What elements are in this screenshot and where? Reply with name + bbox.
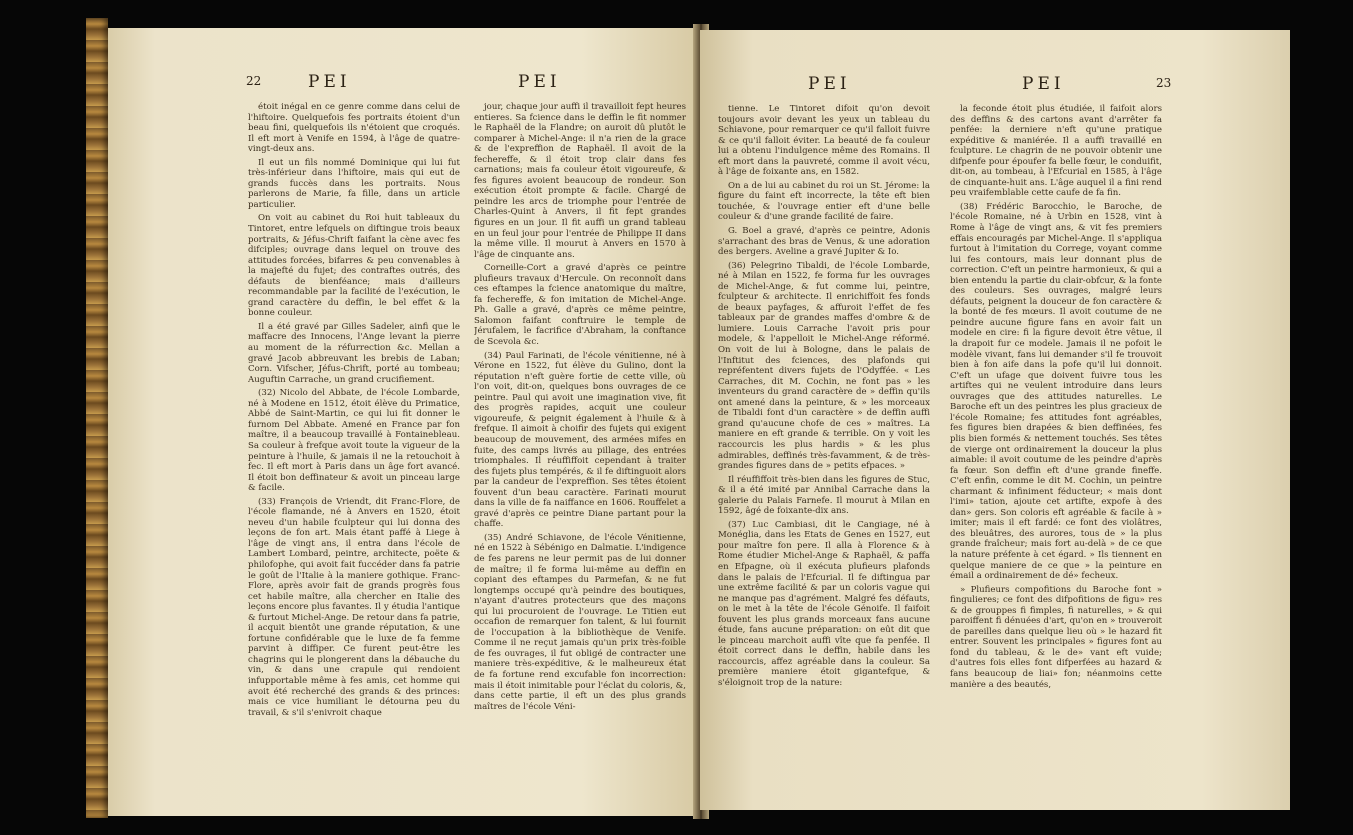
left-column-2 <box>474 102 686 792</box>
left-running-head-1: PEI <box>308 72 351 92</box>
right-page <box>700 30 1290 810</box>
left-running-head-2: PEI <box>518 72 561 92</box>
paragraph: (34) Paul Farinati, de l'école vénitienne, né à Vérone en 1522, fut élève du Gulino, dont la réputation n'eft guère fortie de cette ville, où l'on voit, dit-on, quelques bons ouvrages de ce peintre. Paul qui avoit une imagination vive, fit des progrès rapides, acquit une couleur vigoureufe, & peignit également à l'huile & à frefque. Il aimoit à choifir des fujets qui exigent beaucoup de mouvement, des armées mifes en fuite, des camps livrés au pillage, des entrées triomphales. Il réuffiffoit cependant à traiter des fujets plus tempérés, & il fe diftinguoit alors par la candeur de l'expreffion. Ses têtes étoient fouvent d'un beau caractère. Farinati mourut dans la ville de fa naiffance en 1606. Rouffelet a gravé d'après ce peintre Diane partant pour la chaffe. <box>474 350 686 530</box>
paragraph: (36) Pelegrino Tibaldi, de l'école Lombarde, né à Milan en 1522, fe forma fur les ouvrages de Michel-Ange, & fut comme lui, peintre, fculpteur & architecte. Il enrichiffoit fes fonds de beaux payfages, & affuroit l'effet de fes tableaux par de grandes maffes d'ombre & de lumiere. Louis Carrache l'avoit pris pour modele, & l'appelloit le Michel-Ange réformé. On voit de lui à Bologne, dans le palais de l'Inftitut des fciences, des plafonds qui repréfentent divers fujets de l'Odyffée. « Les Carraches, dit M. Cochin, ne font pas » les inventeurs du grand caractère de » deffin qu'ils ont amené dans la peinture, & » les morceaux de Tibaldi font d'un caractère » de deffin auffi grand qu'aucune chofe de ces » maîtres. La maniere en eft grande & terrible. On y voit les raccourcis les plus hardis » & les plus admirables, deffinés très-favamment, & de très-grandes figures dans de » petits efpaces. » <box>718 260 930 472</box>
marbled-page-edge <box>86 18 108 818</box>
right-column-2 <box>950 104 1162 794</box>
paragraph: Il a été gravé par Gilles Sadeler, ainfi que le maffacre des Innocens, l'Ange levant la pierre au moment de la réfurrection &c. Mellan a gravé Jacob abbreuvant les brebis de Laban; Corn. Vifscher, Jéfus-Chrift, porté au tombeau; Auguftin Carrache, un grand crucifiement. <box>248 321 460 385</box>
paragraph: (38) Frédéric Barocchio, le Baroche, de l'école Romaine, né à Urbin en 1528, vint à Rome à l'âge de vingt ans, & vit fes premiers effais encouragés par Michel-Ange. Il s'appliqua furtout à l'imitation du Correge, voyant comme lui fes contours, mais leur donnant plus de correction. C'eft un peintre harmonieux, & qui a bien entendu la partie du clair-obfcur, & la fonte des couleurs. Ses ouvrages, malgré leurs défauts, peignent la douceur de fon caractère & la bonté de fes mœurs. Il avoit coutume de ne peindre aucune figure fans en avoir fait un modele en cire: fi la figure devoit être vêtue, il la drapoit fur ce modele. Jamais il ne pofoit le modèle vivant, fans lui demander s'il fe trouvoit bien à fon aife dans la pofe qu'il lui donnoit. C'eft un ufage que doivent fuivre tous les artiftes qui ne veulent introduire dans leurs ouvrages que des attitudes naturelles. Le Baroche eft un des peintres les plus gracieux de l'école Romaine; fes attitudes font agréables, fes figures bien drapées & bien deffinées, fes plis bien formés & nettement touchés. Ses têtes de vierge ont ordinairement la douceur la plus aimable: il avoit coutume de les peindre d'après fa fœur. Son deffin eft d'une grande fineffe. C'eft enfin, comme le dit M. Cochin, un peintre charmant & infiniment féducteur; « mais dont l'imi» tation, ajoute cet artifte, expofe à des dan» gers. Son coloris eft agréable & facile à » imiter; mais il eft fardé: ce font des violâtres, des bleuâtres, des aurores, tous de » la plus grande fraîcheur; mais fort au-delà » de ce que la nature préfente à cet égard. » Ils tiennent en quelque maniere de ce que » la peinture en émail a ordinairement de dé» fecheux. <box>950 201 1162 582</box>
paragraph: » Plufieurs compofitions du Baroche font » fingulieres; ce font des difpofitions de figu» res & de grouppes fi fimples, fi naturelles, » & qui paroiffent fi dénuées d'art, qu'on en » trouveroit de pareilles dans quelque lieu où » le hazard fit entrer. Souvent les principales » figures font au fond du tableau, & le de» vant eft vuide; d'autres fois elles font difperfées au hazard & fans beaucoup de liai» fon; néanmoins cette manière a des beautés, <box>950 584 1162 690</box>
paragraph: (35) André Schiavone, de l'école Vénitienne, né en 1522 à Sébénigo en Dalmatie. L'indigence de fes parens ne leur permit pas de lui donner de maître; il fe forma lui-même au deffin en copiant des eftampes du Parmefan, & ne fut longtemps occupé qu'à peindre des boutiques, n'ayant d'autres protecteurs que des maçons qui lui procuroient de l'ouvrage. Le Titien eut occafion de remarquer fon talent, & lui fournit de l'occupation à la bibliothèque de Venife. Comme il ne reçut jamais qu'un prix très-foible de fes ouvrages, il fut obligé de contracter une maniere très-expéditive, & le malheureux état de fa fortune rend excufable fon incorrection: mais il étoit inimitable pour l'éclat du coloris, &, dans cette partie, il eft un des plus grands maîtres de l'école Véni- <box>474 532 686 712</box>
paragraph: On voit au cabinet du Roi huit tableaux du Tintoret, entre lefquels on diftingue trois beaux portraits, & Jéfus-Chrift faifant la cène avec fes difciples; ouvrage dans lequel on trouve des attitudes forcées, bifarres & peu convenables à la majefté du fujet; des contraftes outrés, des défauts de bienféance; mais d'ailleurs recommandable par la facilité de l'exécution, le grand caractère du deffin, le bel effet & la bonne couleur. <box>248 213 460 319</box>
right-running-head-2: PEI <box>1022 74 1065 94</box>
paragraph: G. Boel a gravé, d'après ce peintre, Adonis s'arrachant des bras de Venus, & une adoration des bergers. Aveline a gravé Jupiter & Io. <box>718 226 930 258</box>
paragraph: la feconde étoit plus étudiée, il faifoit alors des deffins & des cartons avant d'arrêter fa penfée: la derniere n'eft qu'une pratique expéditive & maniérée. Il a auffi travaillé en fculpture. Le chagrin de ne pouvoir obtenir une difpenfe pour époufer fa belle fœur, le conduifit, dit-on, au tombeau, à l'Efcurial en 1585, à l'âge de cinquante-huit ans. L'âge auquel il a fini rend peu vraifemblable cette caufe de fa fin. <box>950 104 1162 199</box>
paragraph: (37) Luc Cambiasi, dit le Cangiage, né à Monéglia, dans les Etats de Genes en 1527, eut pour maître fon pere. Il alla à Florence & à Rome étudier Michel-Ange & Raphaël, & paffa en Efpagne, où il exécuta plufieurs plafonds dans le palais de l'Efcurial. Il fe diftingua par une extrême facilité & par un coloris vague qui ne manque pas d'agrément. Malgré fes défauts, on le met à la tête de l'école Génoife. Il faifoit fouvent les plus grands morceaux fans aucune étude, fans aucune préparation: on eût dit que le pinceau marchoit auffi vîte que fa penfée. Il étoit correct dans le deffin, habile dans les raccourcis, affez agréable dans la couleur. Sa première maniere étoit gigantefque, & s'éloignoit trop de la nature: <box>718 519 930 688</box>
paragraph: (33) François de Vriendt, dit Franc-Flore, de l'école flamande, né à Anvers en 1520, étoit neveu d'un habile fculpteur qui lui donna des leçons de fon art. Mais étant paffé à Liege à l'âge de vingt ans, il entra dans l'école de Lambert Lombard, peintre, architecte, poëte & philofophe, qui avoit fait fuccéder dans fa patrie le goût de l'Italie à la maniere gothique. Franc-Flore, après avoir fait de grands progrès fous cet habile maître, alla chercher en Italie des leçons encore plus favantes. Il y étudia l'antique & furtout Michel-Ange. De retour dans fa patrie, il acquit bientôt une grande réputation, & une fortune confidérable que le luxe de fa femme parvint à diffiper. Ce furent peut-être les chagrins qui le plongerent dans la débauche du vin, & dans une crapule qui rendoient infupportable même à fes amis, cet homme qui avoit été recherché des grands & des princes: mais ce vice humiliant le détourna peu du travail, & s'il s'enivroit chaque <box>248 496 460 718</box>
right-page-number: 23 <box>1156 76 1172 90</box>
right-column-1 <box>718 104 930 794</box>
paragraph: Il eut un fils nommé Dominique qui lui fut très-inférieur dans l'hiftoire, mais qui eut de grands fuccès dans les portraits. Nous parlerons de Marie, fa fille, dans un article particulier. <box>248 157 460 210</box>
paragraph: jour, chaque jour auffi il travailloit fept heures entieres. Sa fcience dans le deffin le fit nommer le Raphaël de la Flandre; on auroit dû plutôt le comparer à Michel-Ange: il n'a rien de la grace & de l'expreffion de Raphaël. Il avoit de la fechereffe, & il étoit trop clair dans fes carnations; mais fa couleur étoit vigoureufe, & fes figures avoient beaucoup de rondeur. Son exécution étoit prompte & facile. Chargé de peindre les arcs de triomphe pour l'entrée de Charles-Quint à Anvers, il fit fept grandes figures en un jour. Il fit auffi un grand tableau en un feul jour pour l'entrée de Philippe II dans la même ville. Il mourut à Anvers en 1570 à l'âge de cinquante ans. <box>474 102 686 260</box>
paragraph: Il réuffiffoit très-bien dans les figures de Stuc, & il a été imité par Annibal Carrache dans la galerie du Palais Farnefe. Il mourut à Milan en 1592, âgé de foixante-dix ans. <box>718 474 930 517</box>
left-page <box>108 28 700 816</box>
paragraph: tienne. Le Tintoret difoit qu'on devoit toujours avoir devant les yeux un tableau du Schiavone, pour remarquer ce qu'il falloit fuivre & ce qu'il falloit éviter. La beauté de fa couleur lui a obtenu l'indulgence même des Romains. Il eft mort dans la pauvreté, comme il avoit vécu, à l'âge de foixante ans, en 1582. <box>718 104 930 178</box>
right-running-head-1: PEI <box>808 74 851 94</box>
paragraph: étoit inégal en ce genre comme dans celui de l'hiftoire. Quelquefois fes portraits étoient d'un beau fini, quelquefois ils n'étoient que croqués. Il eft mort à Venife en 1594, à l'âge de quatre-vingt-deux ans. <box>248 102 460 155</box>
left-page-number: 22 <box>246 74 262 88</box>
paragraph: On a de lui au cabinet du roi un St. Jérome: la figure du faint eft incorrecte, la tête eft bien touchée, & l'ouvrage entier eft d'une belle couleur & d'une grande facilité de faire. <box>718 180 930 223</box>
paragraph: (32) Nicolo del Abbate, de l'école Lombarde, né à Modene en 1512, étoit élève du Primatice, Abbé de Saint-Martin, ce qui lui fit donner le furnom Del Abbate. Amené en France par fon maître, il a beaucoup travaillé à Fontainebleau. Sa couleur à frefque avoit toute la vigueur de la peinture à l'huile, & jamais il ne la retouchoit à fec. Il eft mort à Paris dans un âge fort avancé. Il étoit bon deffinateur & avoit un pinceau large & facile. <box>248 388 460 494</box>
paragraph: Corneille-Cort a gravé d'après ce peintre plufieurs travaux d'Hercule. On reconnoît dans ces eftampes la fcience anatomique du maître, fa fechereffe, & fon imitation de Michel-Ange. Ph. Galle a gravé, d'après ce même peintre, Salomon faifant conftruire le temple de Jérufalem, le facrifice d'Abraham, la conftance de Scevola &c. <box>474 263 686 348</box>
left-column-1 <box>248 102 460 792</box>
